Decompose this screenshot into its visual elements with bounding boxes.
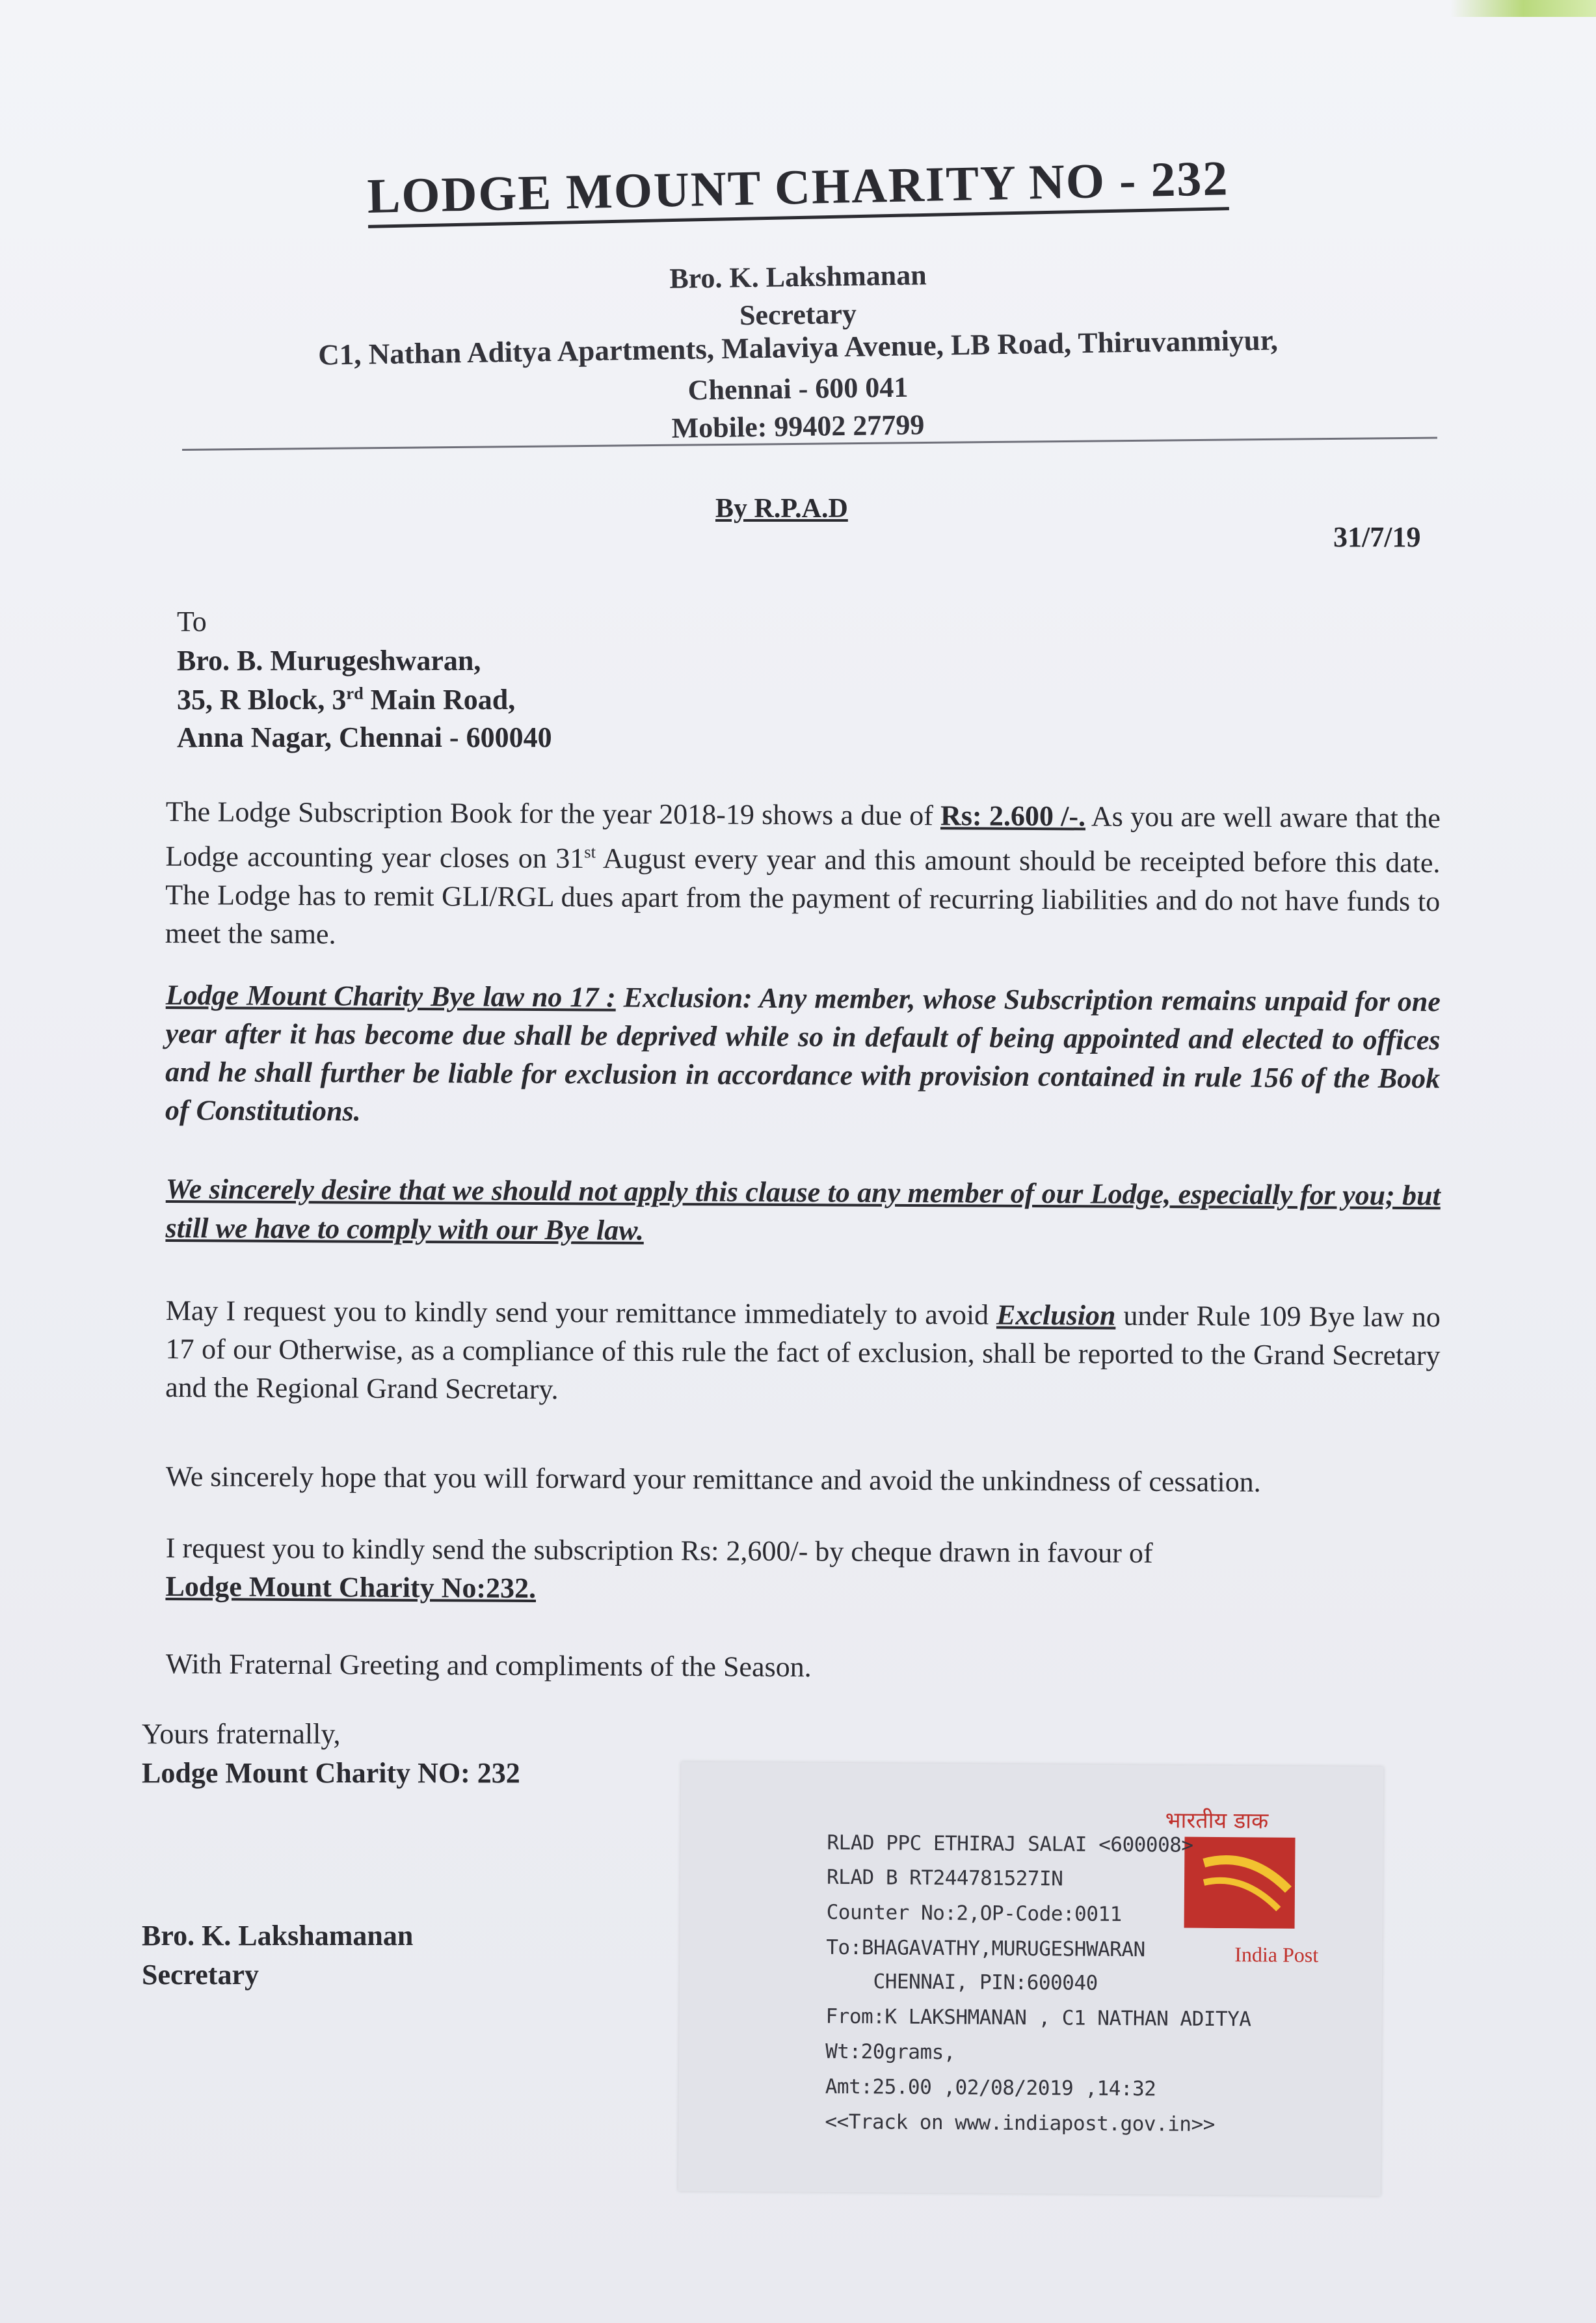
paragraph-request-exclusion: May I request you to kindly send your remittance immediately to avoid Exclusion under Rule 109 Bye law no 17 of our Otherwise, as a compliance of this rule the fact of exclusion, shall be reported to the Grand Secretary and the Regional Grand Secretary. — [165, 1294, 1441, 1406]
due-amount: Rs: 2.600 /-. — [940, 799, 1086, 833]
paragraph-dues: The Lodge Subscription Book for the year 2018-19 shows a due of Rs: 2.600 /-. As you are well aware that the Lodge accounting year closes on 31st August every year and this amount should be receipted before this date. The Lodge has to remit GLI/RGL dues apart from the payment of recurring liabilities and do not have funds to meet the same. — [165, 795, 1441, 950]
receipt-line-from: From:K LAKSHMANAN , C1 NATHAN ADITYA — [825, 2004, 1251, 2032]
receipt-line-weight: Wt:20grams, — [825, 2039, 956, 2065]
letter-date: 31/7/19 — [1333, 521, 1421, 553]
receipt-line-amount: Amt:25.00 ,02/08/2019 ,14:32 — [825, 2075, 1156, 2101]
sender-name: Bro. K. Lakshmanan — [669, 259, 927, 295]
letter-title: LODGE MOUNT CHARITY NO - 232 — [0, 142, 1596, 232]
sender-city: Chennai - 600 041 — [687, 371, 909, 407]
recipient-address-line2: Anna Nagar, Chennai - 600040 — [177, 721, 552, 753]
sender-mobile: Mobile: 99402 27799 — [671, 409, 925, 444]
delivery-mode: By R.P.A.D — [715, 494, 848, 524]
payee-name: Lodge Mount Charity No:232. — [165, 1570, 537, 1604]
india-post-label: India Post — [1234, 1942, 1319, 1967]
recipient-address-line1: 35, R Block, 3rd Main Road, — [177, 683, 516, 716]
paragraph-hope: We sincerely hope that you will forward your remittance and avoid the unkindness of cessation. — [165, 1460, 1261, 1498]
sender-address: C1, Nathan Aditya Apartments, Malaviya Avenue, LB Road, Thiruvanmiyur, — [317, 323, 1279, 371]
paragraph-cheque: I request you to kindly send the subscription Rs: 2,600/- by cheque drawn in favour of Lodge Mount Charity No:232. — [165, 1532, 1153, 1604]
paragraph-greeting: With Fraternal Greeting and compliments of the Season. — [165, 1648, 812, 1684]
receipt-line-track-url: <<Track on www.indiapost.gov.in>> — [825, 2110, 1215, 2136]
paragraph-bye-law: Lodge Mount Charity Bye law no 17 : Exclusion: Any member, whose Subscription remains unpaid for one year after it has become due shall be deprived while so in default of being appointed and elected to offices and he shall further be liable for exclusion in accordance with provision contained in rule 156 of the Book of Constitutions. — [165, 978, 1441, 1127]
receipt-line-tracking: RLAD B RT244781527IN — [826, 1865, 1063, 1891]
postal-receipt — [678, 1762, 1384, 2196]
sender-role: Secretary — [739, 297, 857, 332]
closing-yours: Yours fraternally, — [142, 1718, 341, 1750]
recipient-to: To — [177, 606, 207, 638]
receipt-line-counter: Counter No:2,OP-Code:0011 — [826, 1900, 1122, 1926]
receipt-line-office: RLAD PPC ETHIRAJ SALAI <600008> — [827, 1831, 1193, 1857]
recipient-name: Bro. B. Murugeshwaran, — [177, 645, 481, 677]
signatory-name: Bro. K. Lakshamanan — [142, 1920, 414, 1952]
closing-lodge: Lodge Mount Charity NO: 232 — [142, 1757, 520, 1789]
receipt-line-to: To:BHAGAVATHY,MURUGESHWARAN — [826, 1935, 1145, 1962]
paragraph-desire: We sincerely desire that we should not apply this clause to any member of our Lodge, especially for you; but still we have to comply with our Bye law. — [165, 1172, 1441, 1246]
receipt-line-pin: CHENNAI, PIN:600040 — [825, 1969, 1098, 1995]
signatory-role: Secretary — [142, 1959, 259, 1991]
leaf-edge-decoration — [1450, 0, 1596, 17]
india-post-hindi-label: भारतीय डाक — [1165, 1807, 1269, 1834]
